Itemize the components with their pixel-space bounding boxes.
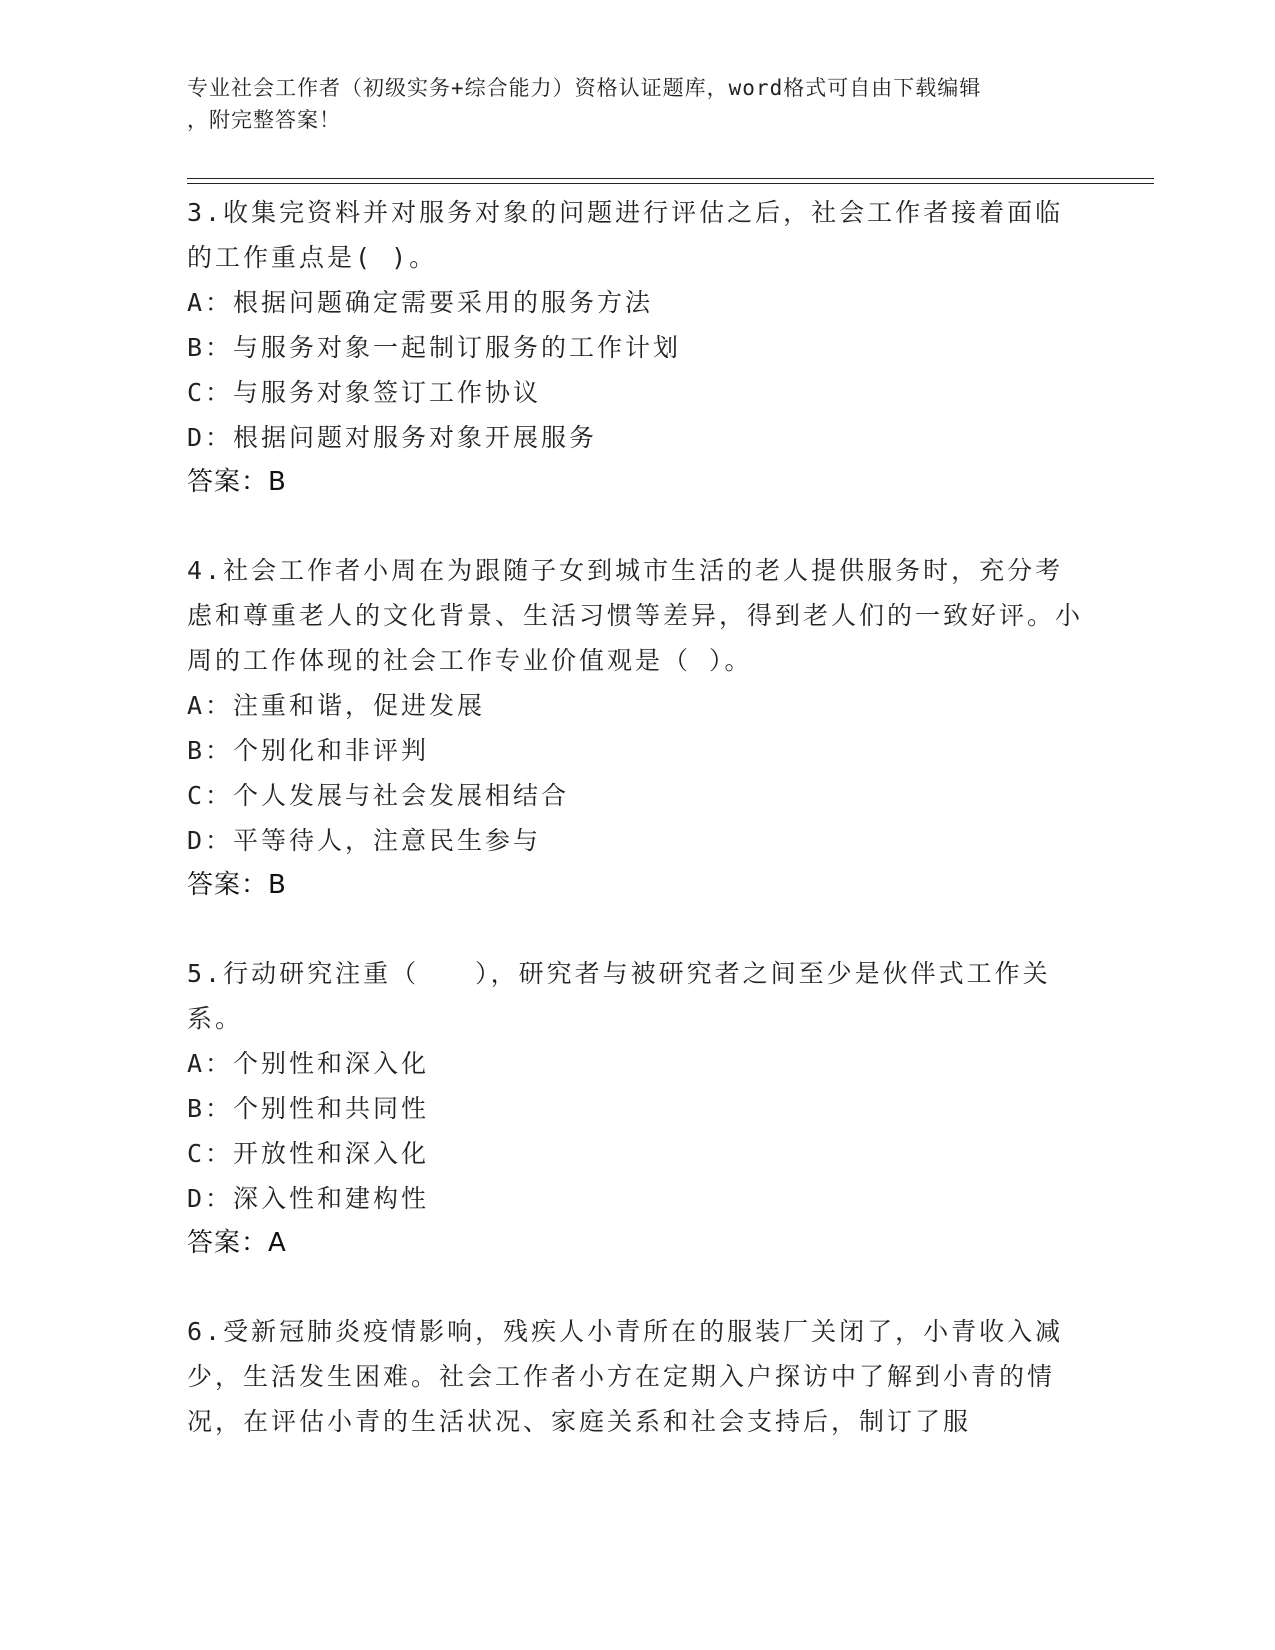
answer-text: 答案：B: [187, 870, 287, 900]
answer-text: 答案：A: [187, 1228, 287, 1258]
option-b: B：个别化和非评判: [187, 736, 430, 765]
question-item: [187, 548, 1087, 908]
option-c: C：个人发展与社会发展相结合: [187, 781, 570, 810]
question-stem: 6.受新冠肺炎疫情影响，残疾人小青所在的服装厂关闭了，小青收入减少，生活发生困难。社会工作者小方在定期入户探访中了解到小青的情况，在评估小青的生活状况、家庭关系和社会支持后，制订了服: [187, 1317, 1064, 1436]
question-stem: 3.收集完资料并对服务对象的问题进行评估之后，社会工作者接着面临的工作重点是( )。: [187, 198, 1064, 272]
option-d: D：根据问题对服务对象开展服务: [187, 423, 598, 452]
question-stem: 5.行动研究注重（ ），研究者与被研究者之间至少是伙伴式工作关系。: [187, 959, 1051, 1033]
question-list: [187, 190, 1087, 1487]
option-c: C：与服务对象签订工作协议: [187, 378, 542, 407]
option-c: C：开放性和深入化: [187, 1139, 430, 1168]
header-divider-top: [187, 178, 1154, 179]
header-line-1: 专业社会工作者（初级实务+综合能力）资格认证题库，word格式可自由下载编辑: [187, 76, 982, 100]
question-item: [187, 190, 1087, 505]
option-b: B：与服务对象一起制订服务的工作计划: [187, 333, 682, 362]
option-b: B：个别性和共同性: [187, 1094, 430, 1123]
document-header: [187, 72, 1087, 136]
option-d: D：平等待人，注意民生参与: [187, 826, 542, 855]
question-item: [187, 1309, 1087, 1444]
header-line-2: ，附完整答案！: [187, 108, 341, 132]
answer-text: 答案：B: [187, 467, 287, 497]
option-a: A：注重和谐，促进发展: [187, 691, 486, 720]
header-divider-bottom: [187, 183, 1154, 184]
option-a: A：个别性和深入化: [187, 1049, 430, 1078]
option-d: D：深入性和建构性: [187, 1184, 430, 1213]
option-a: A：根据问题确定需要采用的服务方法: [187, 288, 654, 317]
question-item: [187, 951, 1087, 1266]
question-stem: 4.社会工作者小周在为跟随子女到城市生活的老人提供服务时，充分考虑和尊重老人的文化背景、生活习惯等差异，得到老人们的一致好评。小周的工作体现的社会工作专业价值观是（ ）。: [187, 556, 1084, 675]
